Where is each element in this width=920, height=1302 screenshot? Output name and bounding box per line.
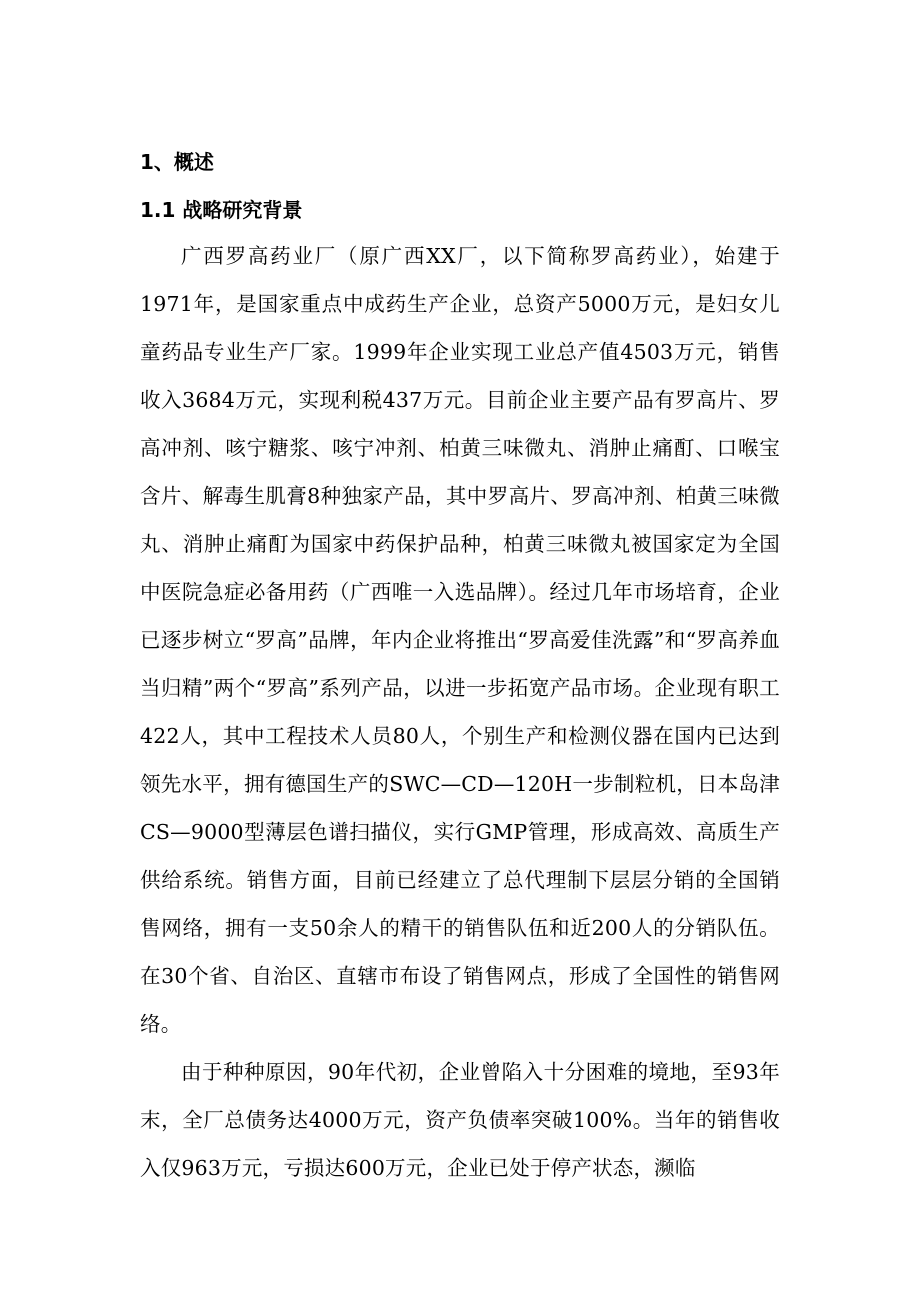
section-heading: 1、概述 xyxy=(140,150,214,174)
document-page xyxy=(140,140,780,1192)
subsection-heading: 1.1 战略研究背景 xyxy=(140,198,303,222)
body-paragraph: 广西罗高药业厂（原广西XX厂，以下简称罗高药业），始建于1971年，是国家重点中成药生产企业，总资产5000万元，是妇女儿童药品专业生产厂家。1999年企业实现工业总产值4503万元，销售收入3684万元，实现利税437万元。目前企业主要产品有罗高片、罗高冲剂、咳宁糖浆、咳宁冲剂、柏黄三味微丸、消肿止痛酊、口喉宝含片、解毒生肌膏8种独家产品，其中罗高片、罗高冲剂、柏黄三味微丸、消肿止痛酊为国家中药保护品种，柏黄三味微丸被国家定为全国中医院急症必备用药（广西唯一入选品牌）。经过几年市场培育，企业已逐步树立“罗高”品牌，年内企业将推出“罗高爱佳洗露”和“罗高养血当归精”两个“罗高”系列产品，以进一步拓宽产品市场。企业现有职工422人，其中工程技术人员80人，个别生产和检测仪器在国内已达到领先水平，拥有德国生产的SWC—CD—120H一步制粒机，日本岛津CS—9000型薄层色谱扫描仪，实行GMP管理，形成高效、高质生产供给系统。销售方面，目前已经建立了总代理制下层层分销的全国销售网络，拥有一支50余人的精干的销售队伍和近200人的分销队伍。在30个省、自治区、直辖市布设了销售网点，形成了全国性的销售网络。 xyxy=(140,244,780,1036)
body-paragraph: 由于种种原因，90年代初，企业曾陷入十分困难的境地，至93年末，全厂总债务达4000万元，资产负债率突破100%。当年的销售收入仅963万元，亏损达600万元，企业已处于停产状态，濒临 xyxy=(140,1060,780,1180)
